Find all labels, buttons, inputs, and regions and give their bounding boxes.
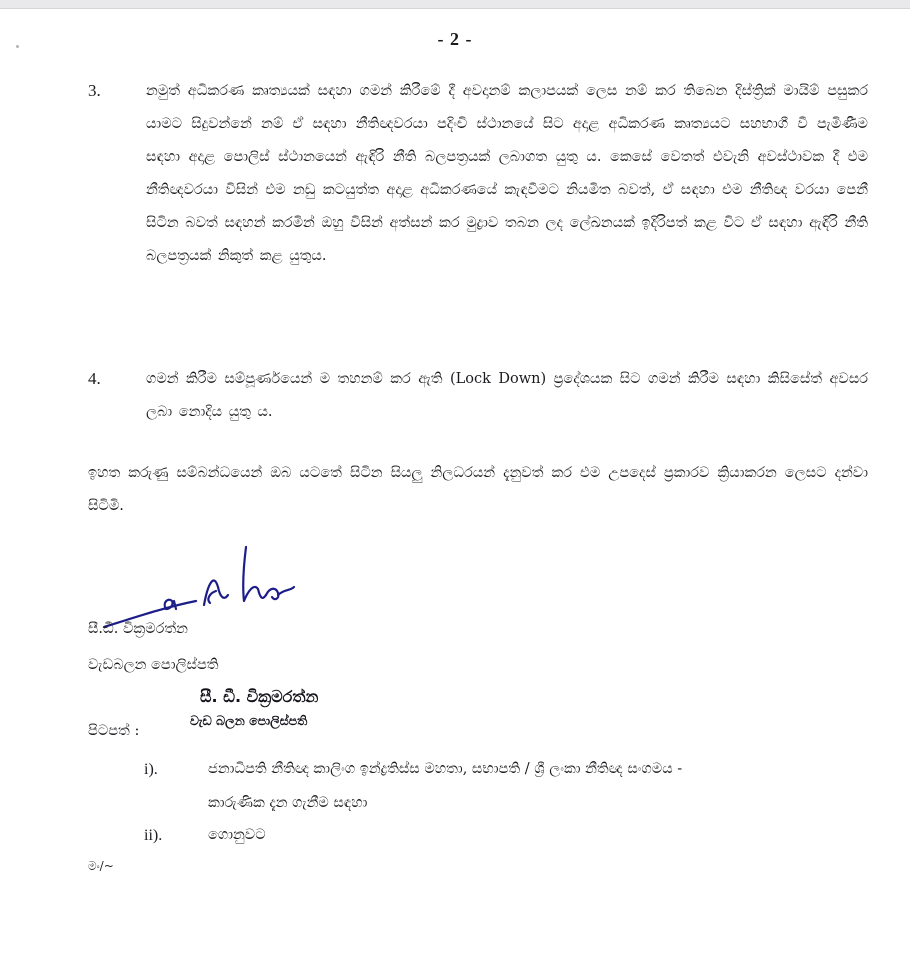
copy-number: ii). xyxy=(144,827,163,844)
paragraph-3 xyxy=(88,75,868,345)
handwritten-signature xyxy=(96,543,296,633)
paragraph-number: 3. xyxy=(88,81,101,100)
official-stamp-title: වැඩ බලන පොලිස්පති xyxy=(190,713,308,728)
document-page xyxy=(0,8,910,961)
paragraph-number: 4. xyxy=(88,369,101,388)
reference-code: මං/~ xyxy=(88,859,114,873)
paragraph-text: නමුත් අධිකරණ කෘත්‍යයක් සඳහා ගමන් කිරීමේ දී අවදානම් කලාපයක් ලෙස නම් කර තිබෙන දිස්ත්‍රික් මායිම් පසුකර යාමට සිදුවන්නේ නම් ඒ සඳහා නීතිඥවරයා පදිංචි ස්ථානයේ සිට අදාළ අධිකරණ කෘත්‍යයට සහභාගී වී පැමිණීම සඳහා අදාළ පොලිස් ස්ථානයෙන් ඇඳිරි නීති බලපත්‍රයක් ලබාගත යුතු ය. කෙසේ වෙතත් එවැනි අවස්ථාවක දී එම නීතිඥවරයා විසින් එම නඩු කටයුත්ත අදාළ අධිකරණයේ කැඳවීමට නියමිත බවත්, ඒ සඳහා එම නීතිඥ වරයා පෙනී සිටින බවත් සඳහන් කරමින් ඔහු විසින් අත්සන් කර මුද්‍රාව තබන ලද ලේඛනයක් ඉදිරිපත් කළ විට ඒ සඳහා ඇඳිරි නීති බලපත්‍රයක් නිකුත් කළ යුතුය. xyxy=(146,83,868,264)
copies-label: පිටපත් : xyxy=(88,723,140,739)
copy-recipient: ගොනුවට xyxy=(208,827,266,843)
paragraph-4 xyxy=(88,363,868,433)
signatory-name: සී.ඩී. වික්‍රමරත්න xyxy=(88,621,188,637)
official-stamp-name: සී. ඩී. වික්‍රමරත්න xyxy=(200,687,319,706)
copy-number: i). xyxy=(144,761,158,778)
copy-purpose: කාරුණික දැන ගැනීම සඳහා xyxy=(208,795,368,811)
copy-recipient: ජනාධිපති නීතිඥ කාලිංග ඉන්ද්‍රතිස්ස මහතා, සභාපති / ශ්‍රී ලංකා නීතිඥ සංගමය - xyxy=(208,761,683,777)
signatory-title: වැඩබලන පොලිස්පති xyxy=(88,657,219,673)
paragraph-text: ගමන් කිරීම සම්පූර්ණයෙන් ම තහනම් කර ඇති (Lock Down) ප්‍රදේශයක සිට ගමන් කිරීම සඳහා කිසිසේත් අවසර ලබා නොදිය යුතු ය. xyxy=(146,371,868,420)
closing-instruction: ඉහත කරුණු සම්බන්ධයෙන් ඔබ යටතේ සිටින සියලු නිලධරයන් දැනුවත් කර එම උපදෙස් ප්‍රකාරව ක්‍රියාකරන ලෙසට දන්වා සිටිමි. xyxy=(88,465,868,514)
page-number: - 2 - xyxy=(437,29,473,49)
